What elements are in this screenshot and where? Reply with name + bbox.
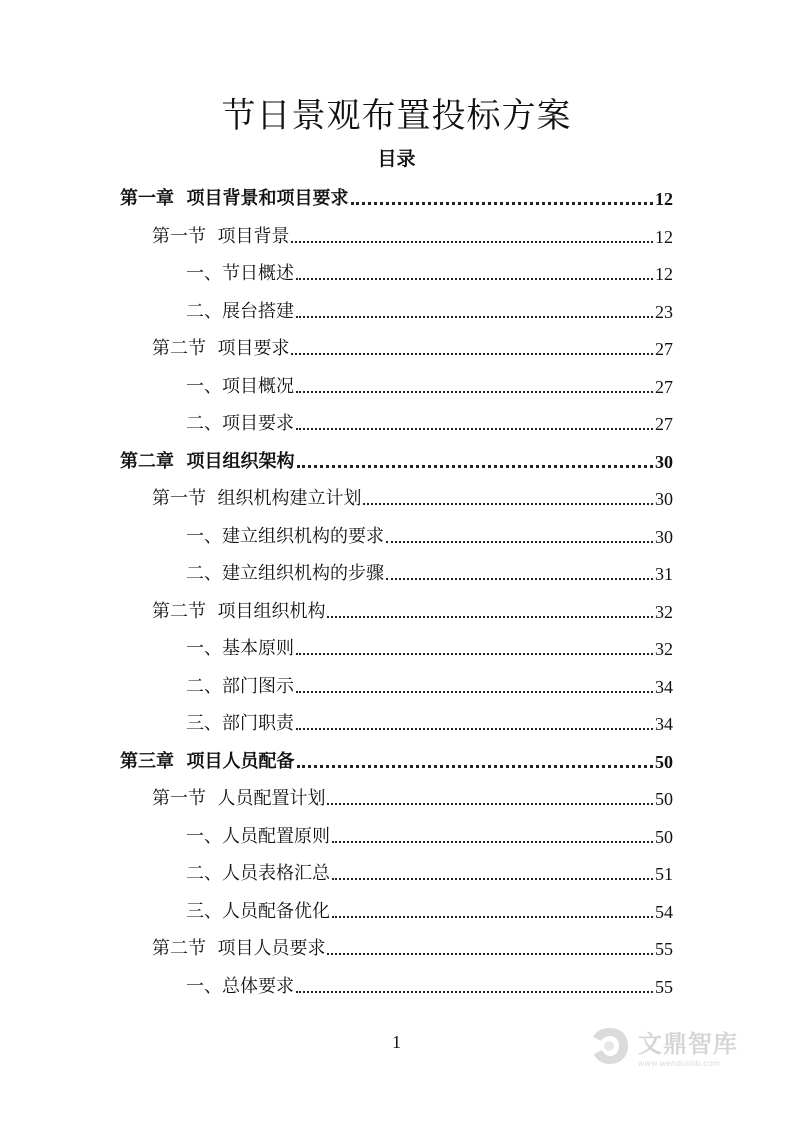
toc-entry-page: 51: [655, 864, 673, 884]
toc-entry-item[interactable]: [186, 297, 673, 323]
toc-dot-leader: [386, 540, 653, 543]
toc-entry-label: 第二节 项目人员要求: [152, 938, 326, 959]
toc-entry-page: 12: [655, 189, 673, 209]
toc-entry-section[interactable]: [152, 784, 673, 810]
toc-entry-page: 55: [655, 939, 673, 959]
toc-entry-item[interactable]: [186, 259, 673, 285]
toc-entry-page: 27: [655, 339, 673, 359]
toc-entry-chapter[interactable]: [120, 447, 673, 473]
toc-entry-page: 30: [655, 489, 673, 509]
toc-entry-item[interactable]: [186, 409, 673, 435]
toc-entry-label: 第二节 项目组织机构: [152, 601, 326, 622]
toc-entry-label: 一、节日概述: [186, 263, 294, 284]
watermark-url: www.wenduolib.com: [638, 1059, 721, 1068]
toc-entry-page: 50: [655, 752, 673, 772]
toc-dot-leader: [296, 315, 653, 318]
toc-dot-leader: [296, 990, 653, 993]
toc-entry-page: 27: [655, 414, 673, 434]
toc-entry-section[interactable]: [152, 222, 673, 248]
toc-entry-page: 30: [655, 452, 673, 472]
toc-entry-page: 34: [655, 677, 673, 697]
toc-entry-item[interactable]: [186, 822, 673, 848]
toc-entry-section[interactable]: [152, 484, 673, 510]
watermark-name: 文鼎智库: [638, 1030, 738, 1058]
toc-dot-leader: [351, 201, 653, 205]
toc-entry-page: 12: [655, 227, 673, 247]
toc-entry-label: 第三章 项目人员配备: [120, 751, 295, 772]
watermark: [588, 1018, 758, 1074]
toc-entry-label: 二、项目要求: [186, 413, 294, 434]
toc-dot-leader: [296, 390, 653, 393]
toc-entry-chapter[interactable]: [120, 184, 673, 210]
toc-entry-page: 50: [655, 827, 673, 847]
toc-entry-label: 第一节 组织机构建立计划: [152, 488, 362, 509]
toc-entry-page: 50: [655, 789, 673, 809]
toc-entry-label: 第一节 人员配置计划: [152, 788, 326, 809]
toc-dot-leader: [327, 615, 653, 618]
toc-entry-item[interactable]: [186, 372, 673, 398]
toc-entry-label: 二、建立组织机构的步骤: [186, 563, 384, 584]
toc-dot-leader: [297, 464, 653, 468]
toc-entry-section[interactable]: [152, 597, 673, 623]
toc-entry-page: 31: [655, 564, 673, 584]
toc-entry-item[interactable]: [186, 672, 673, 698]
toc-dot-leader: [296, 690, 653, 693]
toc-entry-label: 三、部门职责: [186, 713, 294, 734]
toc-entry-page: 27: [655, 377, 673, 397]
toc-entry-label: 一、人员配置原则: [186, 826, 330, 847]
toc-dot-leader: [332, 915, 653, 918]
toc-dot-leader: [296, 727, 653, 730]
toc-entry-label: 一、项目概况: [186, 376, 294, 397]
toc-entry-page: 34: [655, 714, 673, 734]
toc-entry-label: 第二节 项目要求: [152, 338, 290, 359]
toc-dot-leader: [332, 877, 653, 880]
toc-entry-page: 32: [655, 602, 673, 622]
toc-dot-leader: [297, 764, 653, 768]
toc-entry-label: 第一节 项目背景: [152, 226, 290, 247]
toc-entry-label: 第二章 项目组织架构: [120, 451, 295, 472]
toc-entry-page: 23: [655, 302, 673, 322]
page-number: 1: [392, 1032, 401, 1052]
toc-entry-label: 第一章 项目背景和项目要求: [120, 188, 349, 209]
toc-entry-section[interactable]: [152, 934, 673, 960]
toc-entry-page: 12: [655, 264, 673, 284]
toc-entry-item[interactable]: [186, 972, 673, 998]
toc-entry-label: 二、部门图示: [186, 676, 294, 697]
toc-entry-page: 55: [655, 977, 673, 997]
toc-dot-leader: [296, 652, 653, 655]
toc-dot-leader: [291, 240, 653, 243]
toc-entry-label: 二、展台搭建: [186, 301, 294, 322]
toc-dot-leader: [291, 352, 653, 355]
toc-entry-page: 32: [655, 639, 673, 659]
document-title: 节日景观布置投标方案: [221, 96, 572, 136]
toc-entry-section[interactable]: [152, 334, 673, 360]
toc-entry-label: 一、总体要求: [186, 976, 294, 997]
toc-entry-label: 三、人员配备优化: [186, 901, 330, 922]
toc-dot-leader: [332, 840, 653, 843]
toc-heading: 目录: [377, 148, 416, 170]
toc-dot-leader: [296, 277, 653, 280]
toc-entry-label: 一、建立组织机构的要求: [186, 526, 384, 547]
toc-entry-item[interactable]: [186, 634, 673, 660]
toc-dot-leader: [327, 952, 653, 955]
toc-entry-chapter[interactable]: [120, 747, 673, 773]
toc-dot-leader: [327, 802, 653, 805]
toc-entry-item[interactable]: [186, 559, 673, 585]
toc-entry-item[interactable]: [186, 522, 673, 548]
toc-entry-item[interactable]: [186, 859, 673, 885]
toc-entry-item[interactable]: [186, 897, 673, 923]
toc-entry-item[interactable]: [186, 709, 673, 735]
toc-entry-label: 二、人员表格汇总: [186, 863, 330, 884]
toc-entry-label: 一、基本原则: [186, 638, 294, 659]
toc-dot-leader: [386, 577, 653, 580]
toc-entry-page: 30: [655, 527, 673, 547]
watermark-logo-icon: [588, 1024, 632, 1068]
toc-dot-leader: [296, 427, 653, 430]
toc-dot-leader: [363, 502, 653, 505]
toc-entry-page: 54: [655, 902, 673, 922]
